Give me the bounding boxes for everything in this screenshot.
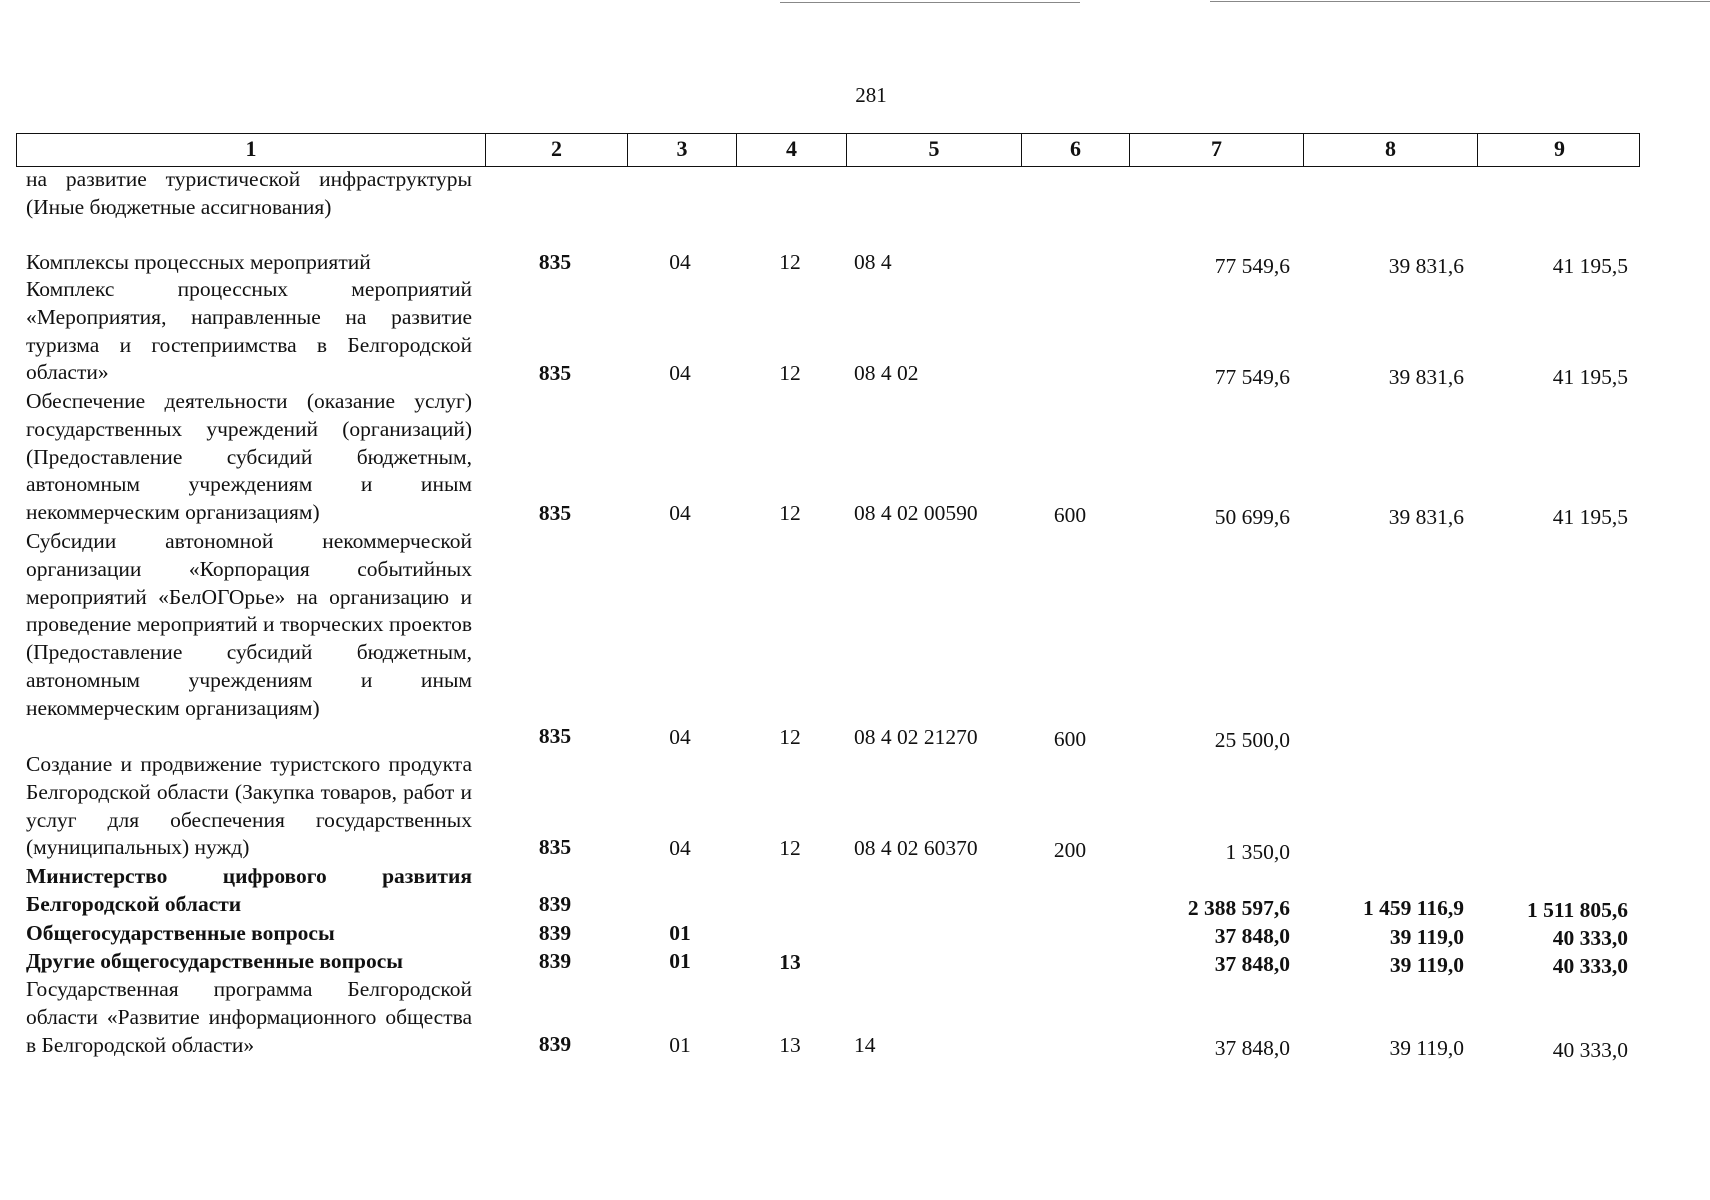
header-col-5: 5 (847, 134, 1022, 166)
col-6-value: 600 (1053, 503, 1087, 527)
page-number: 281 (855, 83, 887, 107)
row-description: Министерство цифрового развития Белгородской области (26, 864, 472, 916)
col-7-value: 77 549,6 (1214, 365, 1290, 389)
header-col-2: 2 (486, 134, 628, 166)
col-4-value: 13 (779, 950, 801, 974)
col-8-value: 39 831,6 (1388, 505, 1464, 529)
header-col-4: 4 (737, 134, 847, 166)
col-2-value: 835 (538, 501, 572, 525)
row-description: на развитие туристической инфраструктуры (Иные бюджетные ассигнования) (26, 167, 472, 219)
col-6-value: 200 (1053, 838, 1087, 862)
col-9-value: 40 333,0 (1552, 926, 1628, 950)
col-2-value: 839 (538, 1032, 572, 1056)
col-7-value: 37 848,0 (1214, 1036, 1290, 1060)
col-8-value: 39 831,6 (1388, 254, 1464, 278)
col-7-value: 2 388 597,6 (1187, 896, 1290, 920)
col-3-value: 04 (669, 501, 691, 525)
col-5-value: 08 4 (854, 250, 892, 274)
col-9-value: 40 333,0 (1552, 1038, 1628, 1062)
col-5-value: 08 4 02 (854, 361, 919, 385)
col-7-value: 77 549,6 (1214, 254, 1290, 278)
col-8-value: 1 459 116,9 (1363, 896, 1464, 920)
col-9-value: 41 195,5 (1552, 254, 1628, 278)
header-col-6: 6 (1022, 134, 1130, 166)
col-5-value: 08 4 02 21270 (854, 725, 978, 749)
scan-artifact-line (1210, 1, 1710, 2)
col-4-value: 12 (779, 250, 801, 274)
col-8-value: 39 119,0 (1389, 1036, 1464, 1060)
row-description: Общегосударственные вопросы (26, 921, 335, 945)
col-7-value: 37 848,0 (1214, 952, 1290, 976)
col-4-value: 12 (779, 725, 801, 749)
col-8-value: 39 119,0 (1389, 953, 1464, 977)
col-2-value: 839 (538, 892, 572, 916)
col-2-value: 839 (538, 949, 572, 973)
col-5-value: 08 4 02 00590 (854, 501, 978, 525)
col-8-value: 39 831,6 (1388, 365, 1464, 389)
col-4-value: 12 (779, 361, 801, 385)
col-9-value: 40 333,0 (1552, 954, 1628, 978)
col-3-value: 01 (669, 921, 691, 945)
col-8-value: 39 119,0 (1389, 925, 1464, 949)
row-description: Обеспечение деятельности (оказание услуг) государственных учреждений (организаций) (Предоставление субсидий бюджетным, автономным учреждениям и иным некоммерческим организациям) (26, 389, 472, 525)
col-3-value: 01 (669, 1033, 691, 1057)
col-4-value: 12 (779, 501, 801, 525)
col-9-value: 1 511 805,6 (1527, 898, 1628, 922)
header-col-9: 9 (1554, 136, 1565, 161)
col-2-value: 835 (538, 361, 572, 385)
col-5-value: 14 (854, 1033, 876, 1057)
col-3-value: 04 (669, 361, 691, 385)
row-description: Другие общегосударственные вопросы (26, 949, 404, 973)
header-col-1: 1 (17, 134, 486, 166)
col-6-value: 600 (1053, 727, 1087, 751)
col-7-value: 25 500,0 (1214, 728, 1290, 752)
col-3-value: 04 (669, 836, 691, 860)
col-2-value: 835 (538, 724, 572, 748)
header-col-7: 7 (1130, 134, 1304, 166)
row-description: Комплекс процессных мероприятий «Мероприятия, направленные на развитие туризма и гостеприимства в Белгородской области» (26, 277, 472, 385)
scan-artifact-line (780, 2, 1080, 3)
col-7-value: 50 699,6 (1214, 505, 1290, 529)
col-7-value: 37 848,0 (1214, 924, 1290, 948)
table-header (16, 133, 1640, 167)
col-2-value: 839 (538, 921, 572, 945)
col-7-value: 1 350,0 (1225, 840, 1290, 864)
row-description: Комплексы процессных мероприятий (26, 250, 371, 274)
col-4-value: 12 (779, 836, 801, 860)
col-2-value: 835 (538, 835, 572, 859)
header-col-8: 8 (1304, 134, 1478, 166)
col-3-value: 04 (669, 725, 691, 749)
row-description: Создание и продвижение туристского продукта Белгородской области (Закупка товаров, работ и услуг для обеспечения государственных (муниципальных) нужд) (26, 752, 472, 860)
header-col-3: 3 (628, 134, 737, 166)
col-5-value: 08 4 02 60370 (854, 836, 978, 860)
col-3-value: 04 (669, 250, 691, 274)
col-4-value: 13 (779, 1033, 801, 1057)
col-9-value: 41 195,5 (1552, 365, 1628, 389)
row-description: Субсидии автономной некоммерческой организации «Корпорация событийных мероприятий «БелОГОрье» на организацию и проведение мероприятий и творческих проектов (Предоставление субсидий бюджетным, автономным учреждениям и иным некоммерческим организациям) (26, 529, 472, 720)
col-3-value: 01 (669, 949, 691, 973)
row-description: Государственная программа Белгородской области «Развитие информационного общества в Белгородской области» (26, 977, 472, 1057)
col-2-value: 835 (538, 250, 572, 274)
col-9-value: 41 195,5 (1552, 505, 1628, 529)
